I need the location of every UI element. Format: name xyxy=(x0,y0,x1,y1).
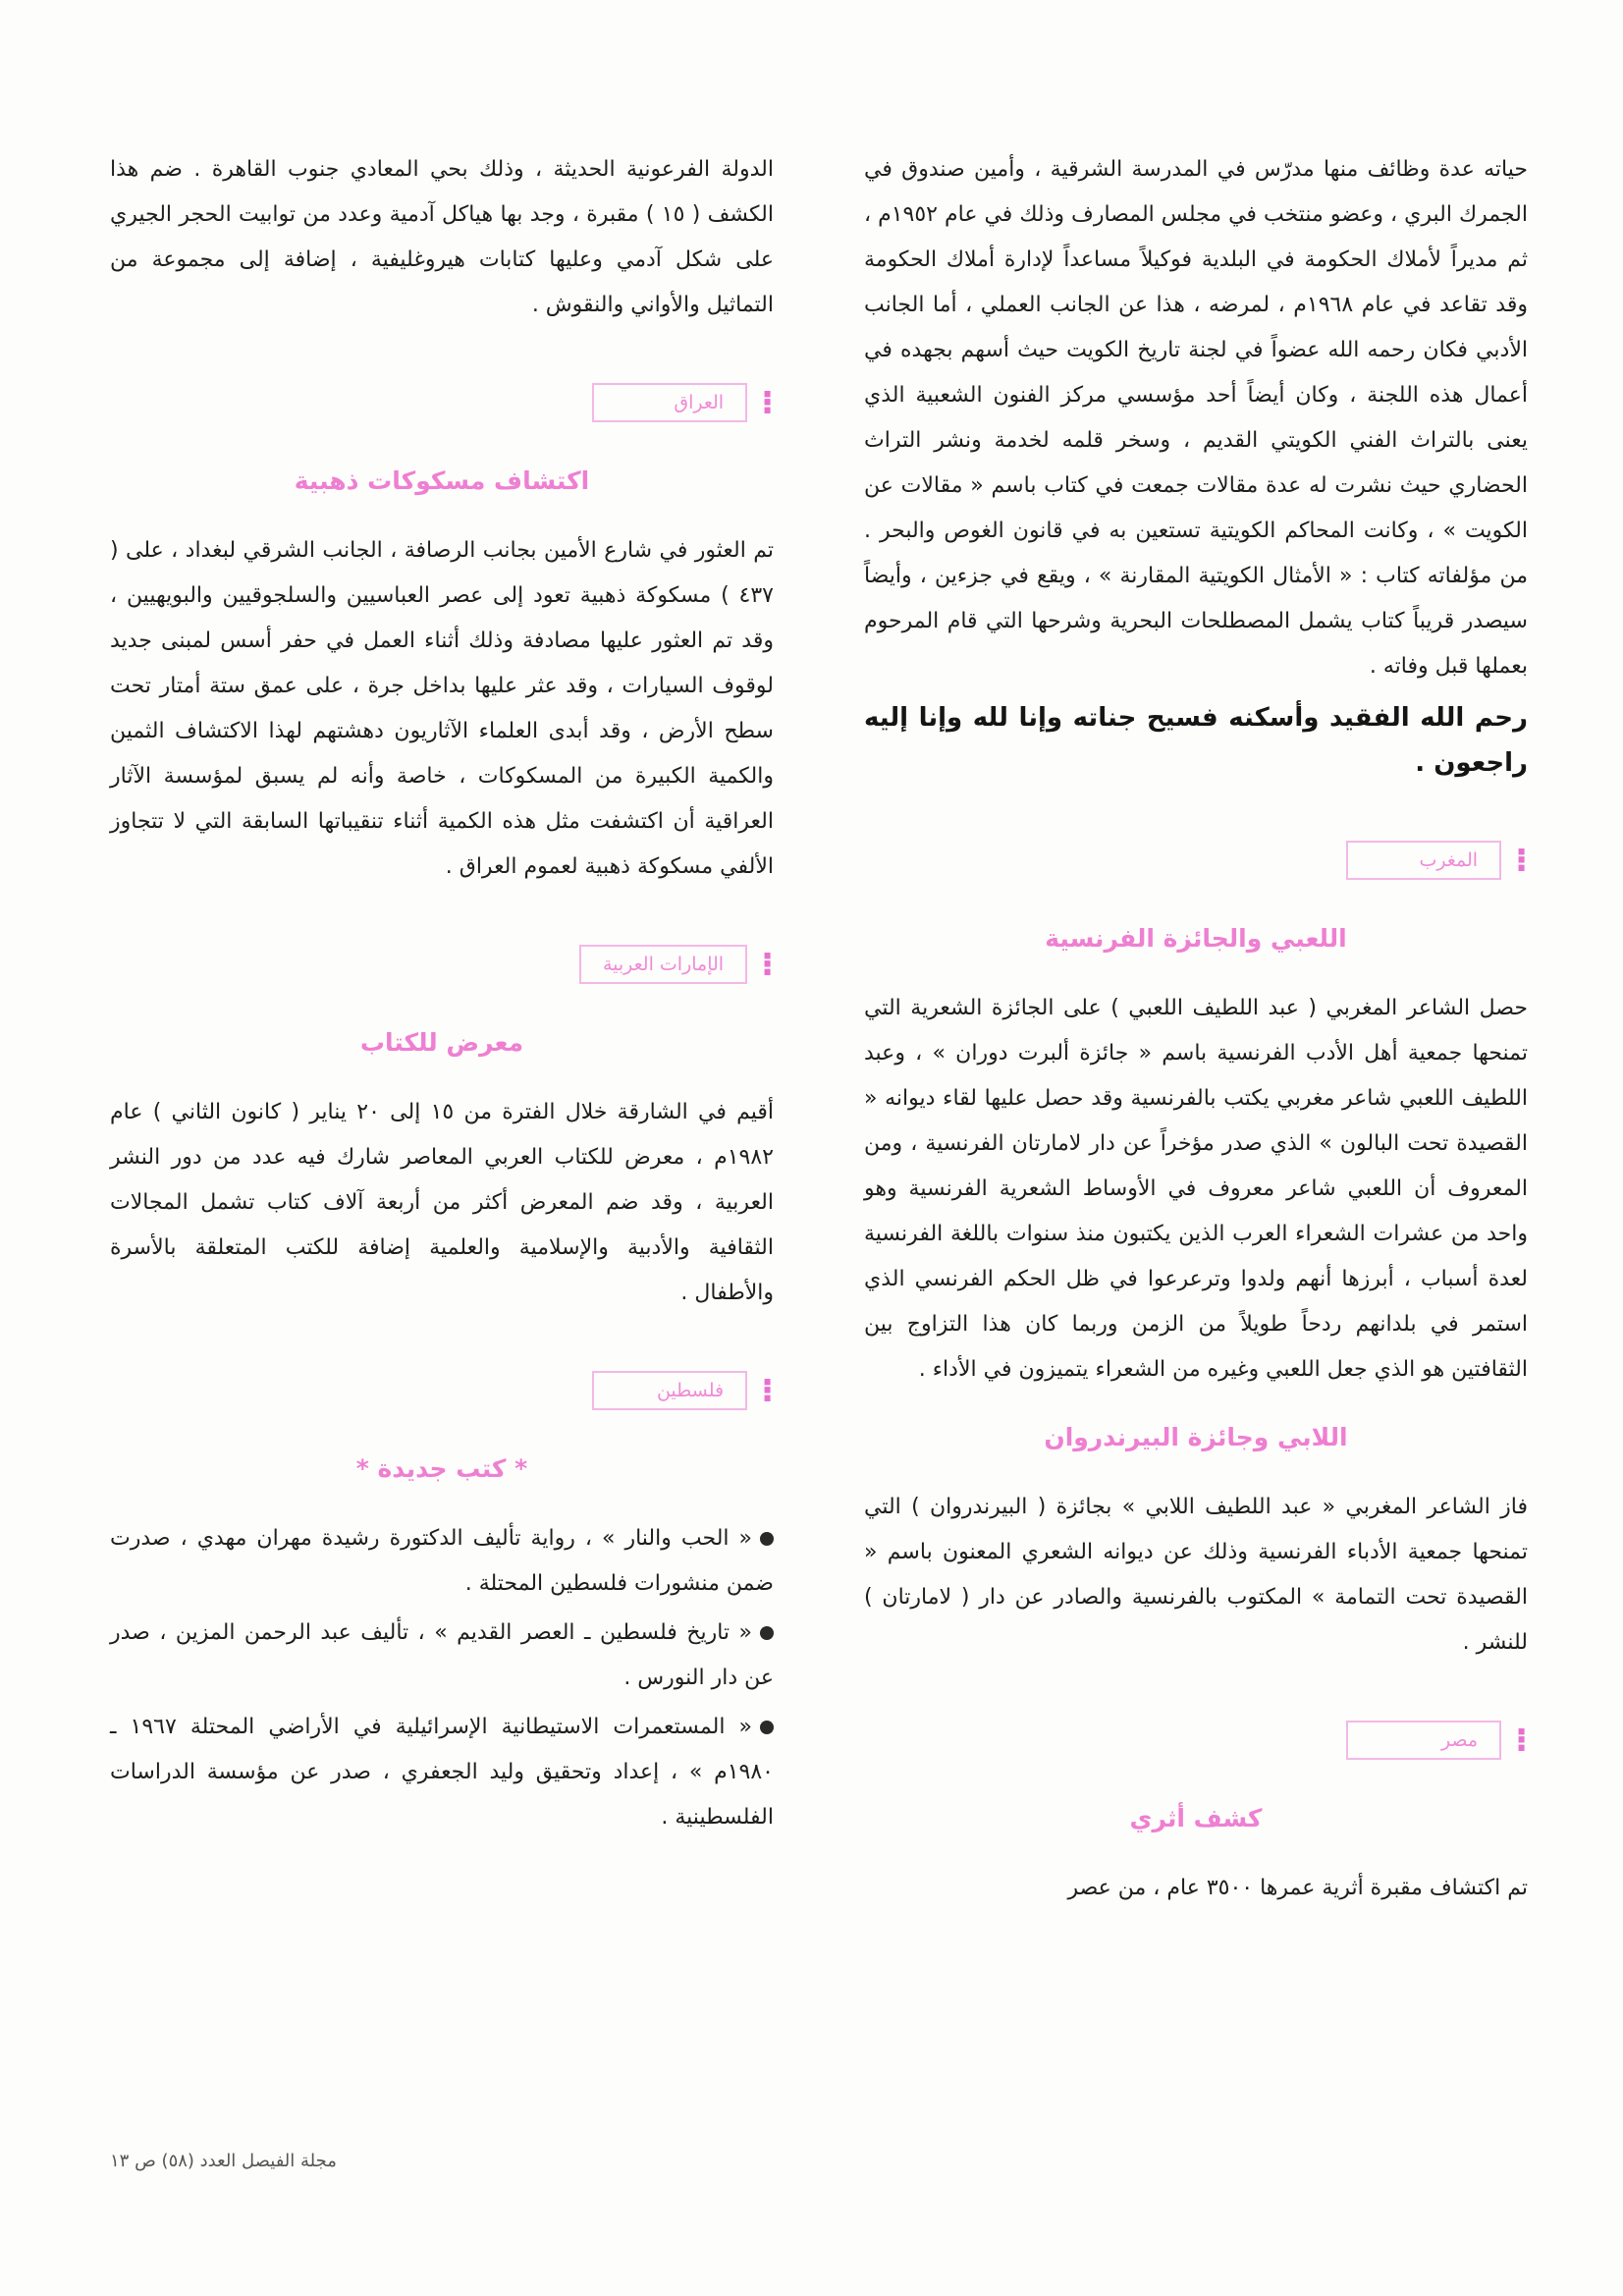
section-tag-iraq xyxy=(110,383,774,422)
headline-palestine: * كتب جديدة * xyxy=(355,1454,528,1483)
book-entry: « المستعمرات الاستيطانية الإسرائيلية في الأراضي المحتلة ١٩٦٧ ـ ١٩٨٠م » ، إعداد وتحقيق وليد الجعفري ، صدر عن مؤسسة الدراسات الفلسطينية . xyxy=(110,1715,774,1830)
headline-egypt: كشف أثري xyxy=(1129,1804,1263,1832)
section-marker-icon: ⁝ xyxy=(761,383,774,422)
section-marker-icon: ⁝ xyxy=(1515,841,1528,880)
section-label-egypt: مصر xyxy=(1346,1721,1501,1760)
section-tag-morocco xyxy=(864,841,1528,880)
iraq-paragraph: تم العثور في شارع الأمين بجانب الرصافة ، الجانب الشرقي لبغداد ، على ( ٤٣٧ ) مسكوكة ذهبية تعود إلى عصر العباسيين والسلجوقيين والبويهيين ، وقد تم العثور عليها مصادفة وذلك أثناء العمل في حفر أسس لمبنى جديد لوقوف السيارات ، وقد عثر عليها بداخل جرة ، على عمق ستة أمتار تحت سطح الأرض ، وقد أبدى العلماء الآثاريون دهشتهم لهذا الاكتشاف الثمين والكمية الكبيرة من المسكوكات ، خاصة وأنه لم يسبق لمؤسسة الآثار العراقية أن اكتشفت مثل هذه الكمية أثناء تنقيباتها السابقة التي لا تتجاوز الألفي مسكوكة ذهبية لعموم العراق . xyxy=(110,538,774,879)
section-tag-palestine xyxy=(110,1371,774,1410)
morocco-paragraph-1: حصل الشاعر المغربي ( عبد اللطيف اللعبي ) على الجائزة الشعرية التي تمنحها جمعية أهل الأدب الفرنسية باسم « جائزة ألبرت دوران » ، وعبد اللطيف اللعبي شاعر مغربي يكتب بالفرنسية وقد حصل عليها لقاء ديوانه « القصيدة تحت البالون » الذي صدر مؤخراً عن دار لامارتان الفرنسية ، ومن المعروف أن اللعبي شاعر معروف في الأوساط الشعرية الفرنسية وهو واحد من عشرات الشعراء العرب الذين يكتبون منذ سنوات باللغة الفرنسية لعدة أسباب ، أبرزها أنهم ولدوا وترعرعوا في ظل الحكم الفرنسي الذي استمر في بلدانهم ردحاً طويلاً من الزمن وربما كان هذا التزاوج بين الثقافتين هو الذي جعل اللعبي وغيره من الشعراء يتميزون في الأداء . xyxy=(864,996,1528,1382)
right-column xyxy=(864,147,1528,1917)
kuwait-obituary-closing: رحم الله الفقيد وأسكنه فسيح جناته وإنا لله وإنا إليه راجعون . xyxy=(864,703,1528,778)
headline-morocco-1: اللعبي والجائزة الفرنسية xyxy=(1045,924,1347,953)
headline-morocco-2: اللابي وجائزة البيرندروان xyxy=(1044,1423,1348,1451)
book-entry: « الحب والنار » ، رواية تأليف الدكتورة رشيدة مهران مهدي ، صدرت ضمن منشورات فلسطين المحتلة . xyxy=(110,1526,774,1596)
bullet-icon xyxy=(760,1721,774,1734)
morocco-paragraph-2: فاز الشاعر المغربي « عبد اللطيف اللابي » بجائزة ( البيرندروان ) التي تمنحها جمعية الأدباء الفرنسية وذلك عن ديوانه الشعري المعنون باسم « القصيدة تحت التمامة » المكتوب بالفرنسية والصادر عن دار ( لامارتان ) للنشر . xyxy=(864,1495,1528,1655)
page-footer: مجلة الفيصل العدد (٥٨) ص ١٣ xyxy=(110,2151,337,2171)
uae-paragraph: أقيم في الشارقة خلال الفترة من ١٥ إلى ٢٠ يناير ( كانون الثاني ) عام ١٩٨٢م ، معرض للكتاب العربي المعاصر شارك فيه عدد من دور النشر العربية ، وقد ضم المعرض أكثر من أربعة آلاف كتاب تشمل المجالات الثقافية والأدبية والإسلامية والعلمية إضافة للكتب المتعلقة بالأسرة والأطفال . xyxy=(110,1100,775,1305)
section-marker-icon: ⁝ xyxy=(761,1371,774,1410)
section-tag-egypt xyxy=(864,1721,1528,1760)
book-entry: « تاريخ فلسطين ـ العصر القديم » ، تأليف عبد الرحمن المزين ، صدر عن دار النورس . xyxy=(110,1620,774,1690)
bullet-icon xyxy=(760,1532,774,1546)
section-tag-uae xyxy=(110,945,774,984)
list-item xyxy=(110,1611,774,1701)
headline-uae: معرض للكتاب xyxy=(359,1028,524,1057)
kuwait-obituary-paragraph: حياته عدة وظائف منها مدرّس في المدرسة الشرقية ، وأمين صندوق في الجمرك البري ، وعضو منتخب في مجلس المصارف وذلك في عام ١٩٥٢م ، ثم مديراً لأملاك الحكومة في البلدية فوكيلاً مساعداً لإدارة أملاك الحكومة وقد تقاعد في عام ١٩٦٨م ، لمرضه ، هذا عن الجانب العملي ، أما الجانب الأدبي فكان رحمه الله عضواً في لجنة تاريخ الكويت حيث أسهم بجهده في أعمال هذه اللجنة ، وكان أيضاً أحد مؤسسي مركز الفنون الشعبية الذي يعنى بالتراث الفني الكويتي القديم ، وسخر قلمه لخدمة ونشر التراث الحضاري حيث نشرت له عدة مقالات جمعت في كتاب باسم « مقالات عن الكويت » ، وكانت المحاكم الكويتية تستعين به في قانون الغوص والبحر . من مؤلفاته كتاب : « الأمثال الكويتية المقارنة » ، ويقع في جزءين ، وأيضاً سيصدر قريباً كتاب يشمل المصطلحات البحرية وشرحها التي قام المرحوم بعملها قبل وفاته . xyxy=(864,157,1528,679)
section-label-morocco: المغرب xyxy=(1346,841,1501,880)
section-marker-icon: ⁝ xyxy=(1515,1721,1528,1760)
egypt-paragraph-start: تم اكتشاف مقبرة أثرية عمرها ٣٥٠٠ عام ، من عصر xyxy=(1067,1876,1528,1900)
section-label-iraq: العراق xyxy=(592,383,747,422)
headline-iraq: اكتشاف مسكوكات ذهبية xyxy=(294,466,590,495)
section-marker-icon: ⁝ xyxy=(761,945,774,984)
left-column xyxy=(110,147,774,1844)
list-item xyxy=(110,1705,774,1840)
section-label-palestine: فلسطين xyxy=(592,1371,747,1410)
section-label-uae: الإمارات العربية xyxy=(579,945,747,984)
list-item xyxy=(110,1516,774,1607)
egypt-paragraph-continued: الدولة الفرعونية الحديثة ، وذلك بحي المعادي جنوب القاهرة . ضم هذا الكشف ( ١٥ ) مقبرة ، وجد بها هياكل آدمية وعدد من توابيت الحجر الجيري على شكل آدمي وعليها كتابات هيروغليفية ، إضافة إلى مجموعة من التماثيل والأواني والنقوش . xyxy=(110,157,774,317)
bullet-icon xyxy=(760,1626,774,1640)
